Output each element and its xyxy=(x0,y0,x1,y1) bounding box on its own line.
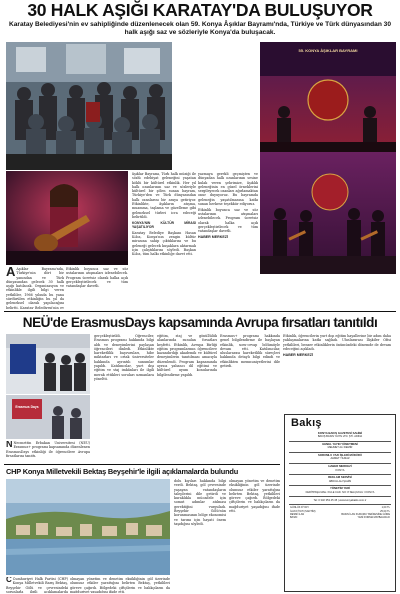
section-divider-2 xyxy=(4,464,280,465)
article2-column3: eğitim, staj ve gönüllülük alanlarında sunulan fırsatları keşfetti. Etkinlik, Avrupa Birliği eğitim programlarının öğrencilere kazandırdığı akademik ve kültürel deneyimlerin tanıtılması amacıyla düzenlendi. Program kapsamında ayrıca yabancı dil eğitimi ve kültürel uyum konularında bilgilendirme yapıldı. xyxy=(157,334,217,377)
dropcap: A xyxy=(6,267,16,279)
stage-banner: 55. KONYA ÂŞIKLAR BAYRAMI xyxy=(298,48,358,53)
masthead-contact: Tel: 0 332 353 45 45 | www.konyabakis.com.tr xyxy=(313,498,367,502)
erasmus-photo-2 xyxy=(6,395,90,439)
article3-column1b: olmayan yönetim ve denetim eksikliğinin göl üzerinde olumsuz etkiler yarattığını belirten Bektaş, yetkilileri göreve çağırdı. Bölgedeki çiftçilerin ve balıkçıların da mağduriyet yaşadığını ifade etti. xyxy=(70,577,170,593)
article3-column3: olmayan yönetim ve denetim eksikliğinin göl üzerinde olumsuz etkiler yarattığını belirten Bektaş, yetkilileri göreve çağırdı. Bölgedeki çiftçilerin ve balıkçıların da mağduriyet yaşadığını ifade etti. xyxy=(229,479,280,514)
article1-column1: A Âşıklar Bayramı'nda, Türkiye'nin dört bir yanından ve Türk dünyasından gelecek 30 halk aşığı katılacak. Organizasyon ve etkinlikle ilgili bilgi veren yetkililer, 1966 yılında bu yana sürdürülen etkinliğin bu yıl da geleneksel olarak yapılacağını belirtti. Karatay Belediyesi'nin ev xyxy=(6,267,64,309)
erasmus-photo-1 xyxy=(6,334,90,394)
erasmus-banner: Erasmus Days xyxy=(15,405,39,409)
article2-column5: Etkinlik, öğrencilerin yurt dışı eğitim hayallerine bir adım daha yaklaşmalarına katkı sağladı. Uluslararası İlişkiler Ofisi yetkilileri, benzer etkinliklerin önümüzdeki dönemde de devam edeceğini açıkladı. HABER MERKEZİ xyxy=(283,334,391,357)
article2-column1: N Necmettin Erbakan Üniversitesi (NEÜ) Erasmus+ programı kapsamında düzenlenen ErasmusDays etkinliği ile öğrencilere Avrupa fırsatlarını tanıttı. xyxy=(6,441,90,458)
masthead-logo: Bakış xyxy=(291,417,322,429)
article1-byline: HABER MERKEZİ xyxy=(198,235,228,240)
stage-photo xyxy=(260,42,396,152)
article2-column4: Erasmus+ programı hakkında genel bilgilendirme ile başlayan etkinlik, soru-cevap bölümüyle devam etti. Katılımcılar, uluslararası hareketlilik süreçleri hakkında detaylı bilgi edindi ve etkinlikten memnuniyetlerini dile getirdi. xyxy=(220,334,280,369)
masthead-box: Bakış KONYA BAKIŞ GAZETESİ SAHİBİ BAKIŞ BASIN YAYIN LTD. ŞTİ. ADINA GENEL YAYIN YÖNETMENİ MEHMET ALİ DEMİR SORUMLU YAZI İŞLERİ MÜDÜRÜ AHMET YILMAZ HABER MERKEZİ KONYA REKLAM SERVİSİ ABDULLAH ŞAHİN YÖNETİM YERİ FERİTPAŞA MAH. KULE CAD. NO: 8 SELÇUKLU / KONYA Tel: 0 332 353 45 45 | www.konyabakis.com.tr GÜNLÜK FİYATI 1,00 TL İLAN FİYATI (SANTİM) 25,00 TL RESMİ İLAN BASIN İLAN KURUMU TARİFESİNE GÖRE BASKI YENİ FORMA MATBAACILIK xyxy=(284,414,396,592)
article2-column2: gerçekleştirildi. Öğrenciler, Erasmus programı hakkında bilgi aldı ve deneyimlerini paylaşan öğrencileri dinledi. Etkinlikte hareketlilik başvuruları, hibe miktarları ve ortak üniversiteler hakkında ayrıntılı sunumlar yapıldı. Katılımcılar, yurt dışı eğitim ve staj imkânları ile ilgili merak ettikleri soruları uzmanlara yöneltti. xyxy=(94,334,154,381)
article2-byline: HABER MERKEZİ xyxy=(283,352,313,357)
crowd-photo xyxy=(6,42,172,170)
masthead-price-table: GÜNLÜK FİYATI 1,00 TL İLAN FİYATI (SANTİM) 25,00 TL RESMİ İLAN BASIN İLAN KURUMU TARİFESİNE GÖRE BASKI YENİ FORMA MATBAACILIK xyxy=(290,506,390,520)
article1-column2: âşıklar Bayramı, Türk halk müziği ile sözlü edebiyat geleneğini yaşatan köklü bir kültürel etkinlik. Her yıl halk ozanlarının saz ve sözleriyle kültürel bir şölen sunan bayram, Türkiye'den ve Türk dünyasından halk ozanlarını bir araya getiriyor. Etkinlikte, âşıkların atışma, muamma, taşlama ve güzelleme gibi geleneksel türleri icra edeceği belirtildi. KONYA'NIN KÜLTÜR MİRASI YAŞATILIYOR Karatay Belediye Başkanı Hasan Kılca, Konya'nın zengin kültür mirasına sahip çıktıklarını ve bu geleneği gelecek kuşaklara aktarmak için çalıştıklarını söyledi. Başkan Kılca, tüm halkı etkinliğe davet etti. xyxy=(132,172,196,257)
section-divider xyxy=(4,311,396,312)
chp-headline: CHP Konya Milletvekili Bektaş Beyşehir'le ilgili açıklamalarda bulundu xyxy=(6,467,239,476)
article1-column1b: Etkinlik boyunca saz ve söz ustalarının atışmaları izlenebilecek. Program ücretsiz olarak halka açık gerçekleştirilecek ve tüm vatandaşlar davetli. xyxy=(66,267,128,289)
article1-highlight: KONYA'NIN KÜLTÜR MİRASI YAŞATILIYOR xyxy=(132,220,196,230)
main-headline: 30 HALK AŞIĞI KARATAY'DA BULUŞUYOR xyxy=(27,0,373,20)
erasmus-headline: NEÜ'de ErasmusDays kapsamında Avrupa fırsatları tanıtıldı xyxy=(22,315,378,330)
article1-column3: yazmaya gerekli geçmişten ve dünyadan halk ozanlarının sesine kulak veren şehrimize, âşıklık geleneğinin en güzel örneklerini sergileyecek ozanları ağırlamaktan onur duyuyoruz. Bu bayramda geleneğin yaşatılmasına katkı sunan herkese teşekkür ediyoruz. Etkinlik boyunca saz ve söz ustalarının atışmaları izlenebilecek. Program ücretsiz olarak halka açık gerçekleştirilecek ve tüm vatandaşlar davetli. HABER MERKEZİ xyxy=(198,172,258,240)
article3-column2: dolu kıyıları hakkında bilgi verdi. Bektaş, göl çevresinde yaşayan vatandaşların taleplerini dile getirdi ve kuraklıkla mücadele için somut adımlar atılması gerektiğini vurguladı. Beyşehir Gölü'nün korunmasının bölge ekonomisi ve tarımı için hayati önem taşıdığını söyledi. xyxy=(174,479,226,526)
performers-stage-photo xyxy=(260,152,396,274)
article3-column1: C Cumhuriyet Halk Partisi (CHP) Konya Milletvekili Barış Bektaş, Beyşehir Gölü ve çevresindeki sorunlarla ilgili açıklamalarda xyxy=(6,577,68,593)
beysehir-photo xyxy=(6,479,170,575)
main-subheadline: Karatay Belediyesi'nin ev sahipliğinde düzenlenecek olan 59. Konya Âşıklar Bayramı'nda, Türkiye ve Türk dünyasından 30 halk aşığı saz ve sözleriyle Konya'da buluşacak. xyxy=(8,21,392,37)
performer-saz-photo xyxy=(6,171,128,265)
